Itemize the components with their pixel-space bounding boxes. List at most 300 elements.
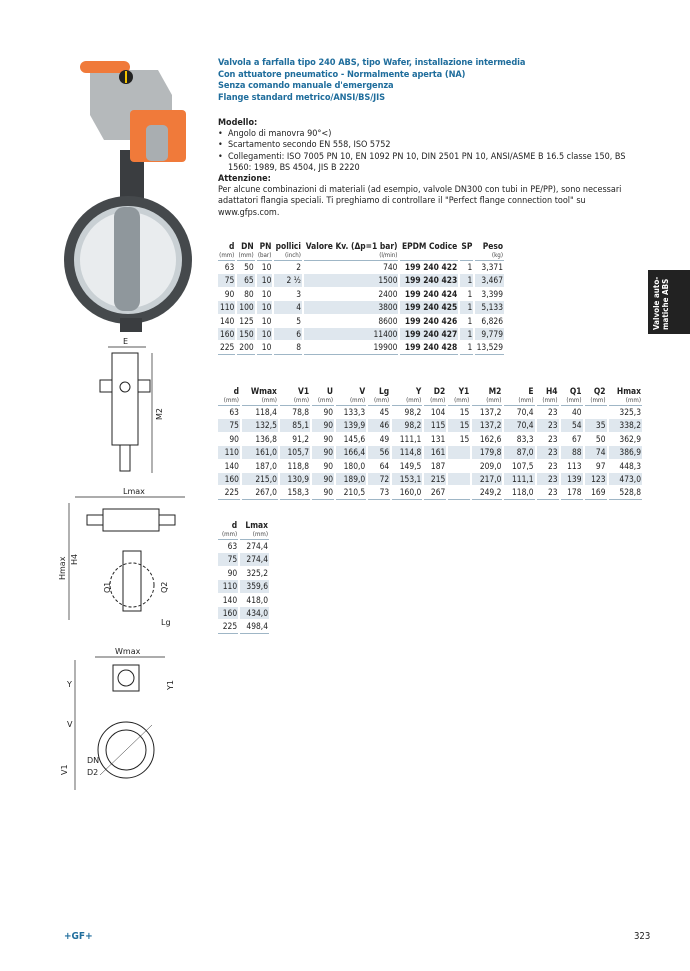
table-cell: 150 <box>237 328 254 341</box>
dim-label-wmax: Wmax <box>115 647 141 656</box>
table-cell: 136,8 <box>242 433 278 446</box>
table-cell: 448,3 <box>609 460 642 473</box>
table-cell: 104 <box>424 406 446 419</box>
column-header <box>609 386 642 406</box>
table-cell: 5,133 <box>475 301 504 314</box>
title-line: Con attuatore pneumatico - Normalmente aperta (NA) <box>218 68 466 80</box>
table-cell: 1 <box>460 301 473 314</box>
product-image <box>60 55 200 335</box>
table-cell: 90 <box>312 419 334 432</box>
table-row <box>218 540 269 553</box>
header-row <box>218 241 504 261</box>
section-tab-line: Valvole auto- <box>652 276 661 330</box>
table-cell: 23 <box>537 486 559 499</box>
table-cell: 115 <box>424 419 446 432</box>
table-cell <box>448 460 470 473</box>
column-header <box>585 386 607 406</box>
table-cell: 2 ½ <box>274 274 302 287</box>
table-cell: 110 <box>218 446 240 459</box>
column-header <box>472 386 502 406</box>
column-label: Peso <box>482 241 503 251</box>
table-cell: 23 <box>537 406 559 419</box>
column-unit: (kg) <box>491 252 503 259</box>
dimensions-table <box>216 386 644 500</box>
table-cell: 78,8 <box>280 406 310 419</box>
table-cell: 23 <box>537 446 559 459</box>
table-cell: 6,826 <box>475 315 504 328</box>
title-line: Flange standard metrico/ANSI/BS/JIS <box>218 91 385 103</box>
column-label: M2 <box>488 386 502 396</box>
model-list <box>218 129 648 174</box>
table-cell: 118,4 <box>242 406 278 419</box>
table-row <box>218 567 269 580</box>
table-row <box>218 607 269 620</box>
header-row <box>218 386 642 406</box>
table-cell: 74 <box>585 446 607 459</box>
gf-logo: +GF+ <box>64 931 93 942</box>
table-cell: 87,0 <box>504 446 534 459</box>
table-cell: 15 <box>448 419 470 432</box>
column-unit: (mm) <box>219 252 235 259</box>
table-cell: 91,2 <box>280 433 310 446</box>
column-header <box>537 386 559 406</box>
column-unit: (mm) <box>518 397 534 404</box>
table-row <box>218 594 269 607</box>
dim-label-y1: Y1 <box>166 680 175 690</box>
column-header <box>336 386 366 406</box>
dim-label-q1: Q1 <box>103 581 112 593</box>
table-cell: 215 <box>424 473 446 486</box>
table-cell: 50 <box>237 261 254 274</box>
table-cell: 67 <box>561 433 583 446</box>
table-cell: 75 <box>218 274 235 287</box>
table-cell: 54 <box>561 419 583 432</box>
table-row <box>218 620 269 633</box>
table-cell: 199 240 428 <box>400 341 458 354</box>
table-cell: 267,0 <box>242 486 278 499</box>
table-cell: 70,4 <box>504 406 534 419</box>
column-label: Hmax <box>616 386 641 396</box>
table-cell: 85,1 <box>280 419 310 432</box>
attention-text: Per alcune combinazioni di materiali (ad esempio, valvole DN300 con tubi in PE/PP), sono necessari adattatori flangia speciali. Ti preghiamo di controllare il "Perfect flange connection tool" su www.gfps.com. <box>218 185 622 218</box>
table-cell: 158,3 <box>280 486 310 499</box>
column-header <box>237 241 254 261</box>
table-cell: 125 <box>237 315 254 328</box>
table-row <box>218 486 642 499</box>
table-cell: 132,5 <box>242 419 278 432</box>
column-unit: (mm) <box>349 397 366 404</box>
table-cell: 10 <box>257 261 273 274</box>
table-cell: 140 <box>218 315 235 328</box>
table-cell: 209,0 <box>472 460 502 473</box>
table-cell: 740 <box>304 261 399 274</box>
table-cell: 1500 <box>304 274 399 287</box>
table-cell: 1 <box>460 288 473 301</box>
dim-label-e: E <box>123 337 129 346</box>
table-cell: 3,467 <box>475 274 504 287</box>
table-cell: 114,8 <box>392 446 422 459</box>
table-cell: 65 <box>237 274 254 287</box>
table-cell: 199 240 425 <box>400 301 458 314</box>
column-header <box>561 386 583 406</box>
table-cell: 161 <box>424 446 446 459</box>
column-label: H4 <box>545 386 558 396</box>
table-cell: 153,1 <box>392 473 422 486</box>
list-item: • Scartamento secondo EN 558, ISO 5752 <box>218 140 648 151</box>
table-cell: 80 <box>237 288 254 301</box>
table-cell: 199 240 427 <box>400 328 458 341</box>
column-header <box>274 241 302 261</box>
column-header <box>242 386 278 406</box>
table-cell: 19900 <box>304 341 399 354</box>
table-cell: 2400 <box>304 288 399 301</box>
table-cell: 160 <box>218 328 235 341</box>
section-tab-line: matiche ABS <box>661 278 670 330</box>
column-header <box>475 241 504 261</box>
table-cell: 161,0 <box>242 446 278 459</box>
table-cell: 118,8 <box>280 460 310 473</box>
column-label: U <box>326 386 334 396</box>
dim-label-v1: V1 <box>60 764 69 775</box>
table-cell: 5 <box>274 315 302 328</box>
column-header <box>448 386 470 406</box>
dim-label-lmax: Lmax <box>123 487 145 496</box>
table-cell: 217,0 <box>472 473 502 486</box>
table-cell: 83,3 <box>504 433 534 446</box>
table-cell: 10 <box>257 301 273 314</box>
column-header <box>304 241 399 261</box>
end-view-drawing <box>55 645 195 795</box>
dim-label-lg: Lg <box>161 618 171 627</box>
table-cell: 63 <box>218 261 235 274</box>
table-cell: 10 <box>257 274 273 287</box>
column-label: E <box>528 386 534 396</box>
column-label: d <box>228 241 235 251</box>
table-cell: 10 <box>257 288 273 301</box>
table-cell: 3,399 <box>475 288 504 301</box>
table-cell: 139,9 <box>336 419 366 432</box>
table-cell: 15 <box>448 433 470 446</box>
table-cell: 528,8 <box>609 486 642 499</box>
table-cell: 63 <box>218 540 238 553</box>
table-cell: 4 <box>274 301 302 314</box>
table-cell: 130,9 <box>280 473 310 486</box>
table-row <box>218 433 642 446</box>
table-cell: 23 <box>537 419 559 432</box>
table-cell <box>585 406 607 419</box>
column-header <box>424 386 446 406</box>
table-cell: 325,2 <box>240 567 269 580</box>
table-cell <box>448 446 470 459</box>
column-header <box>280 386 310 406</box>
table-cell: 3 <box>274 288 302 301</box>
column-header <box>257 241 273 261</box>
table-cell: 225 <box>218 341 235 354</box>
table-cell: 1 <box>460 328 473 341</box>
column-label: PN <box>259 241 272 251</box>
column-header <box>240 520 269 540</box>
table-cell: 140 <box>218 594 238 607</box>
table-cell: 3,371 <box>475 261 504 274</box>
front-view-drawing <box>55 485 195 630</box>
table-cell: 23 <box>537 473 559 486</box>
table-cell: 6 <box>274 328 302 341</box>
attention-heading: Attenzione: <box>218 174 271 185</box>
column-unit: (mm) <box>252 531 268 538</box>
table-cell: 498,4 <box>240 620 269 633</box>
table-cell: 166,4 <box>336 446 366 459</box>
table-cell: 160 <box>218 607 238 620</box>
table-cell: 90 <box>218 288 235 301</box>
dim-label-q2: Q2 <box>160 581 169 593</box>
table-cell: 8600 <box>304 315 399 328</box>
table-cell: 210,5 <box>336 486 366 499</box>
dim-label-h4: H4 <box>70 553 79 565</box>
header-row <box>218 520 269 540</box>
dim-label-dn: DN <box>87 756 100 765</box>
table-row <box>218 419 642 432</box>
table-cell: 131 <box>424 433 446 446</box>
dim-label-d2: D2 <box>87 768 99 777</box>
column-label: DN <box>241 241 254 251</box>
column-label: SP <box>461 241 473 251</box>
table-cell: 249,2 <box>472 486 502 499</box>
table-cell: 90 <box>312 406 334 419</box>
table-cell: 3800 <box>304 301 399 314</box>
table-cell: 274,4 <box>240 540 269 553</box>
column-label: Valore Kv. (Δp=1 bar) <box>305 241 398 251</box>
table-row <box>218 446 642 459</box>
table-cell: 1 <box>460 341 473 354</box>
table-cell: 123 <box>585 473 607 486</box>
table-cell: 107,5 <box>504 460 534 473</box>
table-cell: 199 240 422 <box>400 261 458 274</box>
column-unit: (mm) <box>317 397 334 404</box>
title-line: Valvola a farfalla tipo 240 ABS, tipo Wafer, installazione intermedia <box>218 57 526 68</box>
title-line: Senza comando manuale d'emergenza <box>218 80 394 92</box>
column-label: D2 <box>433 386 446 396</box>
table-row <box>218 460 642 473</box>
table-cell: 160 <box>218 473 240 486</box>
column-label: EPDM Codice <box>401 241 458 251</box>
column-header <box>400 241 458 261</box>
section-tab <box>648 270 690 334</box>
column-unit: (mm) <box>373 397 390 404</box>
table-cell: 169 <box>585 486 607 499</box>
column-label: Lmax <box>245 520 268 530</box>
table-cell: 11400 <box>304 328 399 341</box>
dim-label-v: V <box>67 720 73 729</box>
table-cell: 111,1 <box>504 473 534 486</box>
dim-label-hmax: Hmax <box>58 556 67 580</box>
column-unit: (l/min) <box>379 252 398 259</box>
table-row <box>218 315 504 328</box>
column-unit: (mm) <box>221 531 238 538</box>
table-cell: 139 <box>561 473 583 486</box>
page-number: 323 <box>634 931 651 942</box>
table-cell: 98,2 <box>392 406 422 419</box>
column-unit: (mm) <box>293 397 310 404</box>
table-row <box>218 341 504 354</box>
table-cell: 225 <box>218 486 240 499</box>
table-cell: 46 <box>368 419 390 432</box>
column-label: Y1 <box>458 386 470 396</box>
column-unit: (mm) <box>238 252 254 259</box>
table-cell: 97 <box>585 460 607 473</box>
column-unit: (mm) <box>566 397 582 404</box>
table-row <box>218 553 269 566</box>
table-row <box>218 288 504 301</box>
column-unit: (mm) <box>590 397 606 404</box>
table-cell: 215,0 <box>242 473 278 486</box>
table-cell: 267 <box>424 486 446 499</box>
table-cell: 1 <box>460 315 473 328</box>
table-cell: 200 <box>237 341 254 354</box>
description <box>218 118 648 219</box>
table-cell: 180,0 <box>336 460 366 473</box>
table-cell: 199 240 423 <box>400 274 458 287</box>
table-cell: 178 <box>561 486 583 499</box>
table-cell: 23 <box>537 460 559 473</box>
column-header <box>392 386 422 406</box>
table-cell: 187 <box>424 460 446 473</box>
table-cell: 105,7 <box>280 446 310 459</box>
table-cell: 10 <box>257 328 273 341</box>
table-cell: 110 <box>218 301 235 314</box>
codes-table <box>216 241 506 355</box>
column-unit: (mm) <box>542 397 558 404</box>
table-cell: 362,9 <box>609 433 642 446</box>
table-cell: 179,8 <box>472 446 502 459</box>
column-unit: (mm) <box>406 397 422 404</box>
table-cell: 113 <box>561 460 583 473</box>
column-unit: (inch) <box>284 252 301 259</box>
table-cell: 90 <box>312 486 334 499</box>
column-header <box>460 241 473 261</box>
dim-label-y: Y <box>67 680 72 689</box>
table-cell: 137,2 <box>472 406 502 419</box>
column-header <box>312 386 334 406</box>
column-unit: (mm) <box>430 397 446 404</box>
table-cell: 56 <box>368 446 390 459</box>
column-label: d <box>231 520 238 530</box>
table-cell: 90 <box>312 433 334 446</box>
table-cell: 50 <box>585 433 607 446</box>
column-label: Q1 <box>569 386 582 396</box>
list-item: • Collegamenti: ISO 7005 PN 10, EN 1092 PN 10, DIN 2501 PN 10, ANSI/ASME B 16.5 classe 150, BS 1560: 1989, BS 4504, JIS B 2220 <box>218 152 648 174</box>
table-row <box>218 473 642 486</box>
column-header <box>218 241 235 261</box>
table-row <box>218 406 642 419</box>
lmax-table <box>216 520 271 634</box>
column-label: Q2 <box>593 386 606 396</box>
table-cell: 40 <box>561 406 583 419</box>
model-heading: Modello: <box>218 118 258 128</box>
table-row <box>218 328 504 341</box>
table-cell: 90 <box>312 473 334 486</box>
table-cell: 111,1 <box>392 433 422 446</box>
table-cell: 225 <box>218 620 238 633</box>
column-unit: (mm) <box>261 397 277 404</box>
table-cell: 199 240 426 <box>400 315 458 328</box>
table-cell: 386,9 <box>609 446 642 459</box>
table-cell: 473,0 <box>609 473 642 486</box>
table-cell: 10 <box>257 315 273 328</box>
table-cell: 23 <box>537 433 559 446</box>
table-cell: 73 <box>368 486 390 499</box>
column-label: d <box>233 386 239 396</box>
table-cell: 133,3 <box>336 406 366 419</box>
table-cell <box>448 473 470 486</box>
table-cell: 75 <box>218 553 238 566</box>
table-cell: 160,0 <box>392 486 422 499</box>
table-cell: 10 <box>257 341 273 354</box>
column-label: Y <box>415 386 422 396</box>
column-header <box>368 386 390 406</box>
column-unit: (mm) <box>454 397 470 404</box>
column-label: V1 <box>297 386 310 396</box>
table-cell: 90 <box>218 433 240 446</box>
table-cell: 90 <box>312 446 334 459</box>
column-label: V <box>359 386 366 396</box>
table-cell: 418,0 <box>240 594 269 607</box>
column-header <box>218 520 238 540</box>
table-cell: 13,529 <box>475 341 504 354</box>
table-cell: 162,6 <box>472 433 502 446</box>
table-row <box>218 261 504 274</box>
table-cell: 2 <box>274 261 302 274</box>
table-cell: 359,6 <box>240 580 269 593</box>
column-label: Wmax <box>250 386 277 396</box>
table-cell: 189,0 <box>336 473 366 486</box>
table-cell: 49 <box>368 433 390 446</box>
column-unit: (mm) <box>625 397 641 404</box>
table-cell: 72 <box>368 473 390 486</box>
table-cell: 75 <box>218 419 240 432</box>
table-cell: 1 <box>460 274 473 287</box>
table-cell: 45 <box>368 406 390 419</box>
table-cell: 63 <box>218 406 240 419</box>
table-cell: 64 <box>368 460 390 473</box>
table-cell: 35 <box>585 419 607 432</box>
table-cell: 90 <box>218 567 238 580</box>
table-row <box>218 274 504 287</box>
list-item: • Angolo di manovra 90°<) <box>218 129 648 140</box>
table-cell: 199 240 424 <box>400 288 458 301</box>
table-cell: 149,5 <box>392 460 422 473</box>
table-cell: 90 <box>312 460 334 473</box>
table-cell: 187,0 <box>242 460 278 473</box>
table-cell: 88 <box>561 446 583 459</box>
column-label: Lg <box>378 386 390 396</box>
product-title <box>218 57 525 103</box>
column-unit: (mm) <box>223 397 239 404</box>
column-unit: (mm) <box>486 397 502 404</box>
column-unit: (bar) <box>257 252 272 259</box>
column-label: pollici <box>275 241 301 251</box>
table-cell: 98,2 <box>392 419 422 432</box>
table-cell: 8 <box>274 341 302 354</box>
table-cell: 434,0 <box>240 607 269 620</box>
table-cell: 1 <box>460 261 473 274</box>
side-view-drawing <box>90 335 190 475</box>
table-cell: 145,6 <box>336 433 366 446</box>
table-cell: 338,2 <box>609 419 642 432</box>
table-cell: 15 <box>448 406 470 419</box>
table-cell: 110 <box>218 580 238 593</box>
column-header <box>218 386 240 406</box>
dim-label-m2: M2 <box>155 408 164 420</box>
